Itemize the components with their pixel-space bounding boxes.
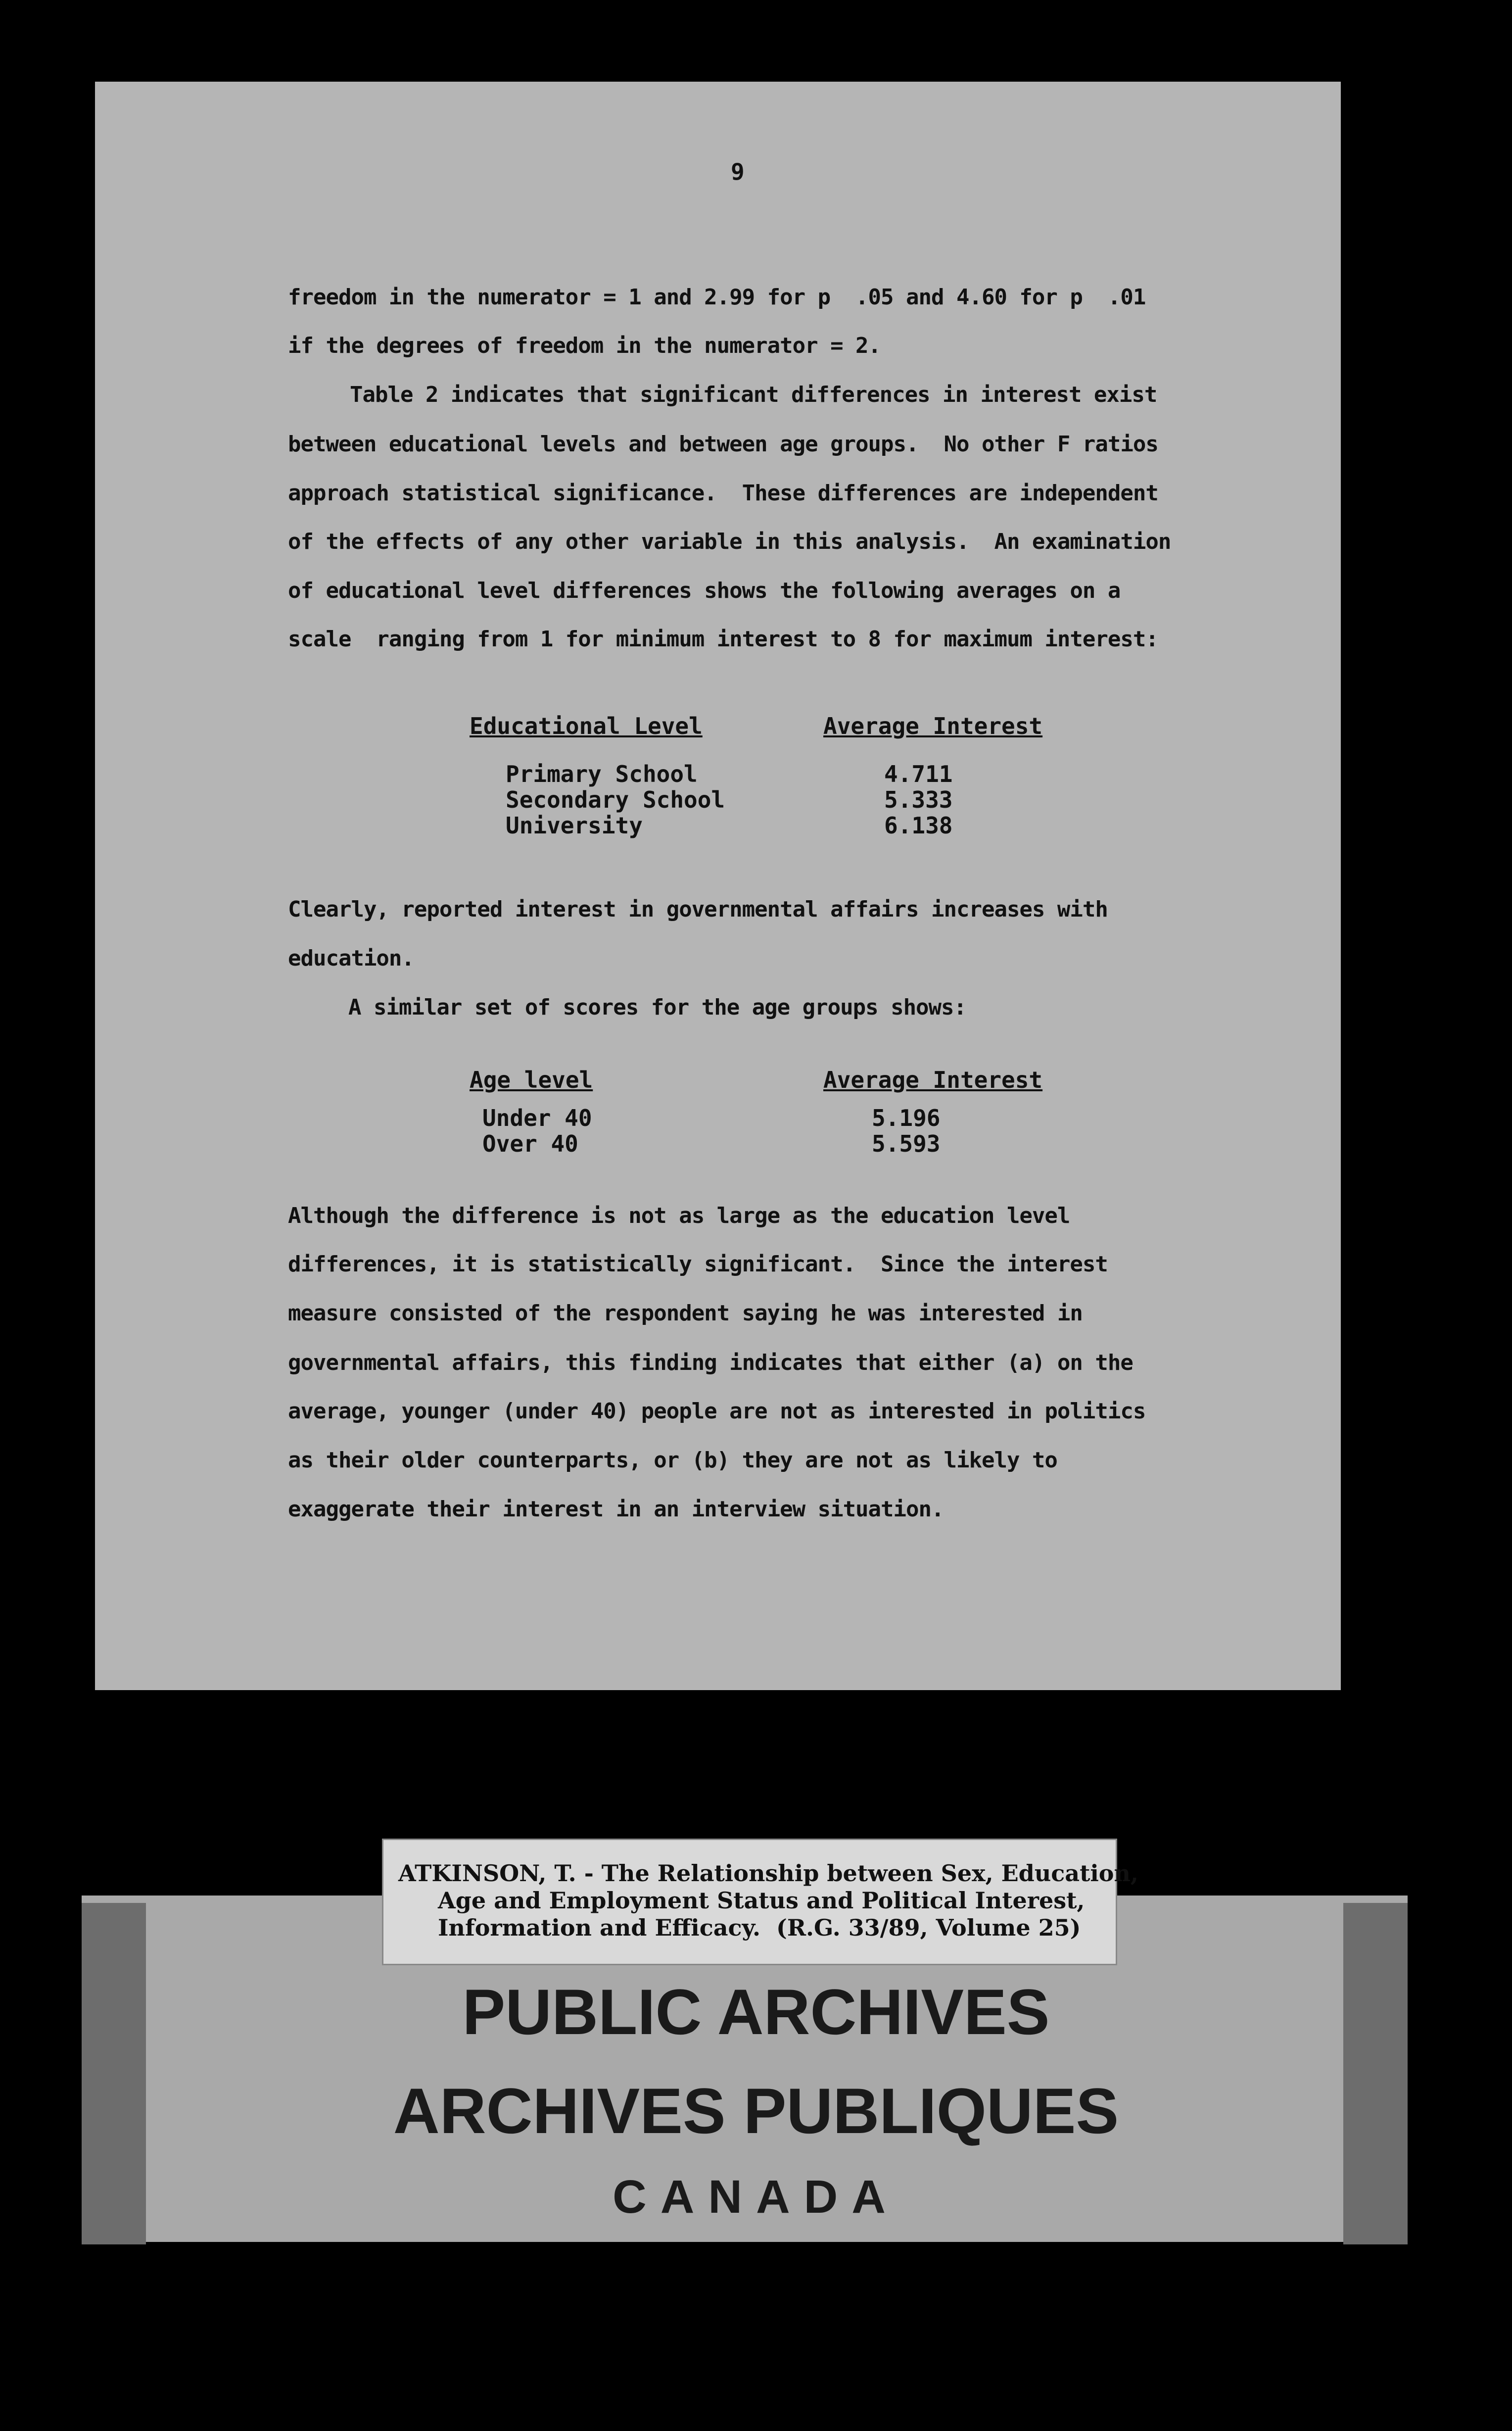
body-line: exaggerate their interest in an interview situation. [288,1497,944,1522]
table-header: Age level [470,1067,593,1093]
body-line: between educational levels and between age groups. No other F ratios [288,432,1158,457]
body-line: average, younger (under 40) people are not as interested in politics [288,1399,1146,1424]
body-line: Although the difference is not as large as the education level [288,1203,1070,1228]
body-line: A similar set of scores for the age groups shows: [348,995,967,1020]
body-line: freedom in the numerator = 1 and 2.99 for p .05 and 4.60 for p .01 [288,285,1146,310]
table-header: Average Interest [823,1067,1043,1093]
body-line: Table 2 indicates that significant differences in interest exist [350,382,1157,407]
table-cell: University [506,812,643,839]
body-line: of the effects of any other variable in this analysis. An examination [288,529,1171,554]
table-cell: 5.333 [884,786,953,813]
table-cell: Over 40 [482,1130,578,1157]
document-page [95,82,1341,1690]
body-line: if the degrees of freedom in the numerator = 2. [288,333,881,358]
body-line: differences, it is statistically significant. Since the interest [288,1252,1108,1277]
table-cell: 5.196 [872,1105,941,1131]
archive-label [382,1839,1138,1965]
table-cell: 5.593 [872,1130,941,1157]
body-line: of educational level differences shows the following averages on a [288,578,1121,603]
body-line: approach statistical significance. These differences are independent [288,481,1158,506]
table-cell: Under 40 [482,1105,592,1131]
archives-publiques-heading: ARCHIVES PUBLIQUES [393,2075,1119,2147]
body-line: education. [288,946,414,971]
body-line: measure consisted of the respondent saying he was interested in [288,1301,1083,1326]
public-archives-heading: PUBLIC ARCHIVES [462,1976,1050,2048]
body-line: scale ranging from 1 for minimum interest to 8 for maximum interest: [288,627,1158,652]
table-cell: Secondary School [506,786,725,813]
table-cell: Primary School [506,761,698,787]
label-line: Age and Employment Status and Political Interest, [438,1887,1085,1914]
body-line: Clearly, reported interest in governmental affairs increases with [288,897,1108,922]
page-number: 9 [731,158,745,185]
label-line: Information and Efficacy. (R.G. 33/89, Volume 25) [438,1914,1081,1941]
canada-heading: CANADA [613,2171,899,2223]
table-header: Average Interest [823,713,1043,739]
body-line: governmental affairs, this finding indicates that either (a) on the [288,1350,1133,1375]
label-line: ATKINSON, T. - The Relationship between Sex, Education, [398,1860,1138,1887]
table-cell: 4.711 [884,761,953,787]
table-header: Educational Level [470,713,703,739]
body-line: as their older counterparts, or (b) they are not as likely to [288,1448,1057,1473]
table-cell: 6.138 [884,812,953,839]
